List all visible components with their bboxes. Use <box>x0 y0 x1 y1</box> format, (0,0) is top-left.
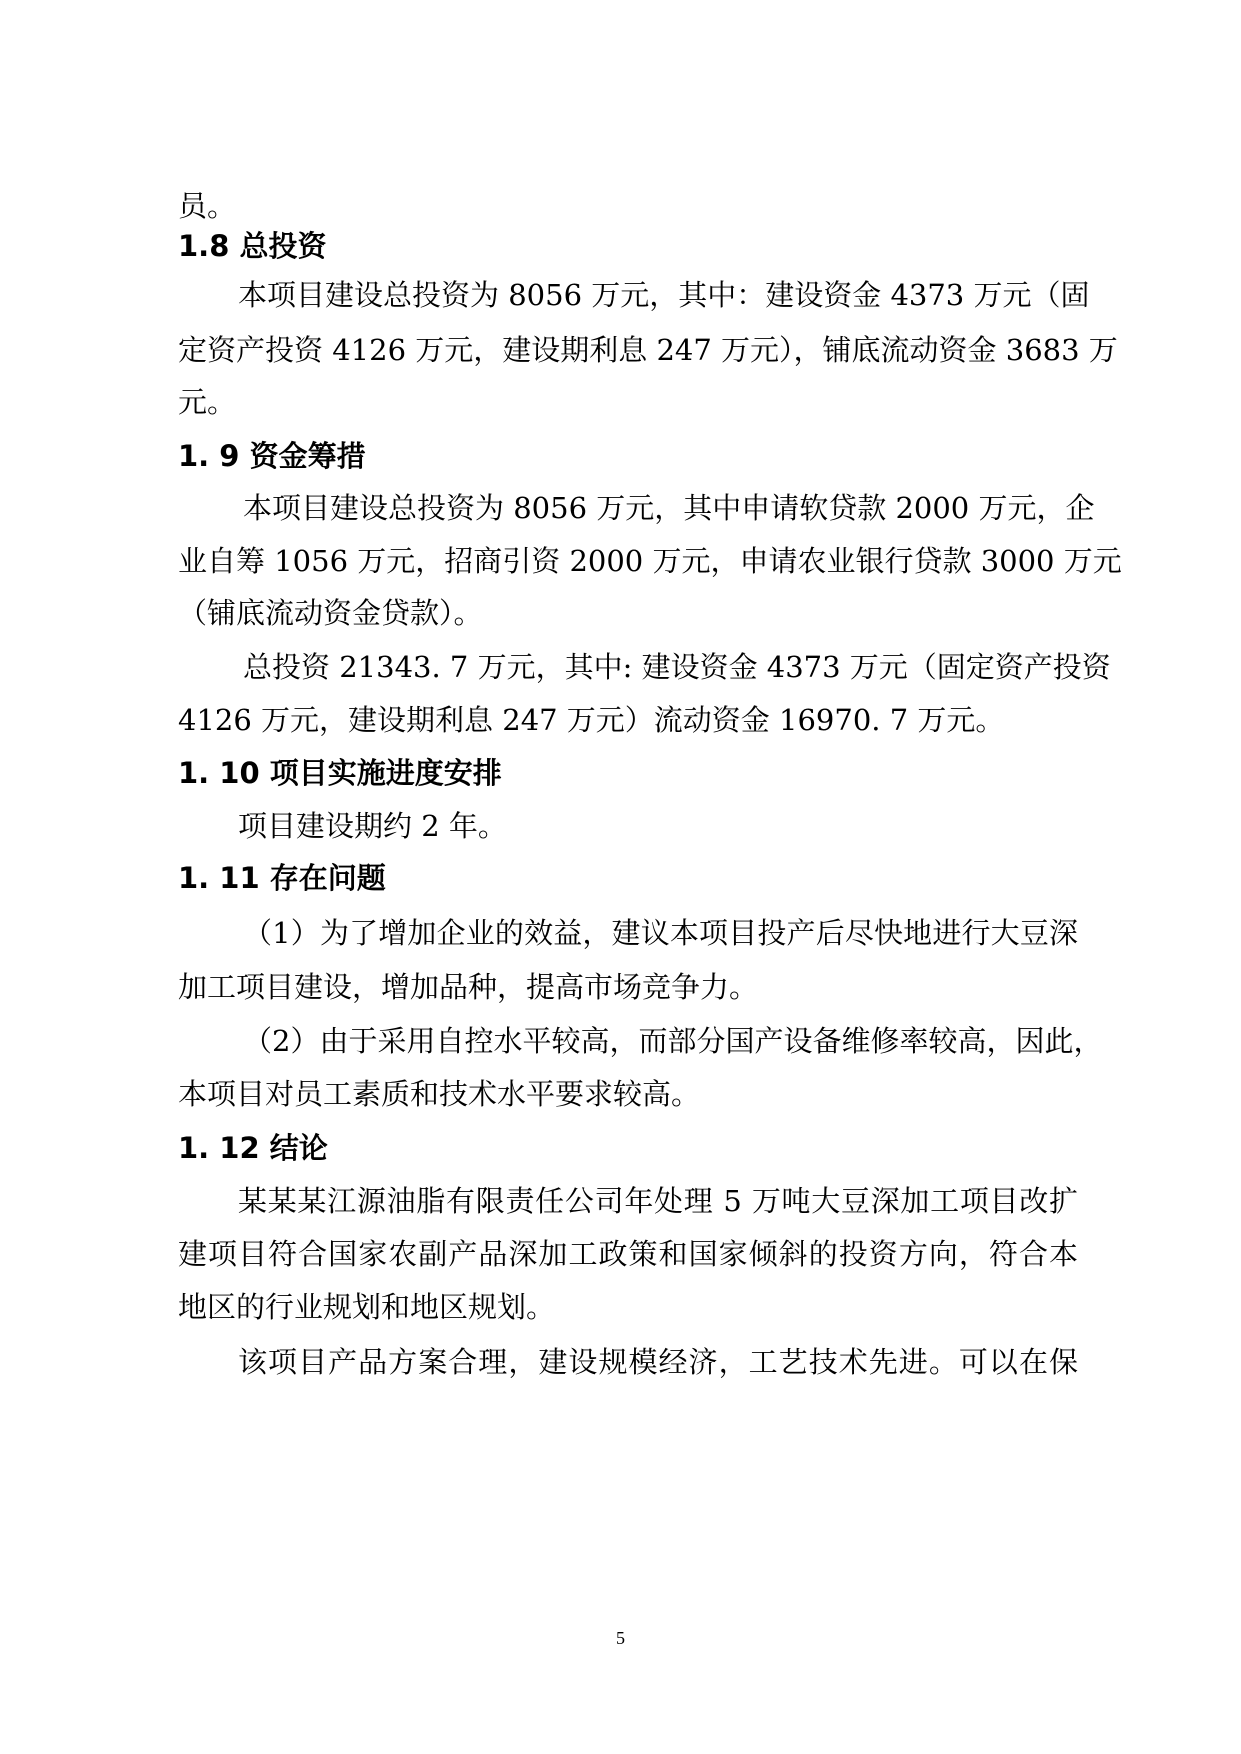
paragraph-line: （1）为了增加企业的效益，建议本项目投产后尽快地进行大豆深 <box>243 916 1078 950</box>
paragraph-line: 本项目建设总投资为 8056 万元，其中：建设资金 4373 万元（固 <box>238 278 1090 312</box>
paragraph-line: 地区的行业规划和地区规划。 <box>178 1290 556 1324</box>
paragraph-line: 建项目符合国家农副产品深加工政策和国家倾斜的投资方向，符合本 <box>178 1237 1078 1271</box>
paragraph-line: 总投资 21343. 7 万元，其中: 建设资金 4373 万元（固定资产投资 <box>243 650 1111 684</box>
paragraph-line: 业自筹 1056 万元，招商引资 2000 万元，申请农业银行贷款 3000 万元 <box>178 544 1122 578</box>
paragraph-line: （铺底流动资金贷款）。 <box>178 596 483 630</box>
paragraph-line: 元。 <box>178 385 237 419</box>
paragraph-line: 本项目建设总投资为 8056 万元，其中申请软贷款 2000 万元，企 <box>243 491 1095 525</box>
paragraph-line: 本项目对员工素质和技术水平要求较高。 <box>178 1077 701 1111</box>
paragraph-line: 该项目产品方案合理，建设规模经济，工艺技术先进。可以在保 <box>238 1345 1078 1379</box>
page-number: 5 <box>616 1628 625 1648</box>
section-heading-1-8: 1.8 总投资 <box>178 229 327 263</box>
paragraph-line: （2）由于采用自控水平较高，而部分国产设备维修率较高，因此， <box>243 1024 1103 1058</box>
section-heading-1-9: 1. 9 资金筹措 <box>178 439 366 473</box>
paragraph-line: 加工项目建设，增加品种，提高市场竞争力。 <box>178 970 759 1004</box>
paragraph-line: 4126 万元，建设期利息 247 万元）流动资金 16970. 7 万元。 <box>178 703 1005 737</box>
section-heading-1-10: 1. 10 项目实施进度安排 <box>178 756 502 790</box>
paragraph-line: 项目建设期约 2 年。 <box>238 809 507 843</box>
section-heading-1-11: 1. 11 存在问题 <box>178 861 386 895</box>
paragraph-line: 定资产投资 4126 万元，建设期利息 247 万元），铺底流动资金 3683 万 <box>178 333 1118 367</box>
paragraph-line: 员。 <box>178 189 237 223</box>
section-heading-1-12: 1. 12 结论 <box>178 1131 328 1165</box>
paragraph-line: 某某某江源油脂有限责任公司年处理 5 万吨大豆深加工项目改扩 <box>238 1184 1078 1218</box>
